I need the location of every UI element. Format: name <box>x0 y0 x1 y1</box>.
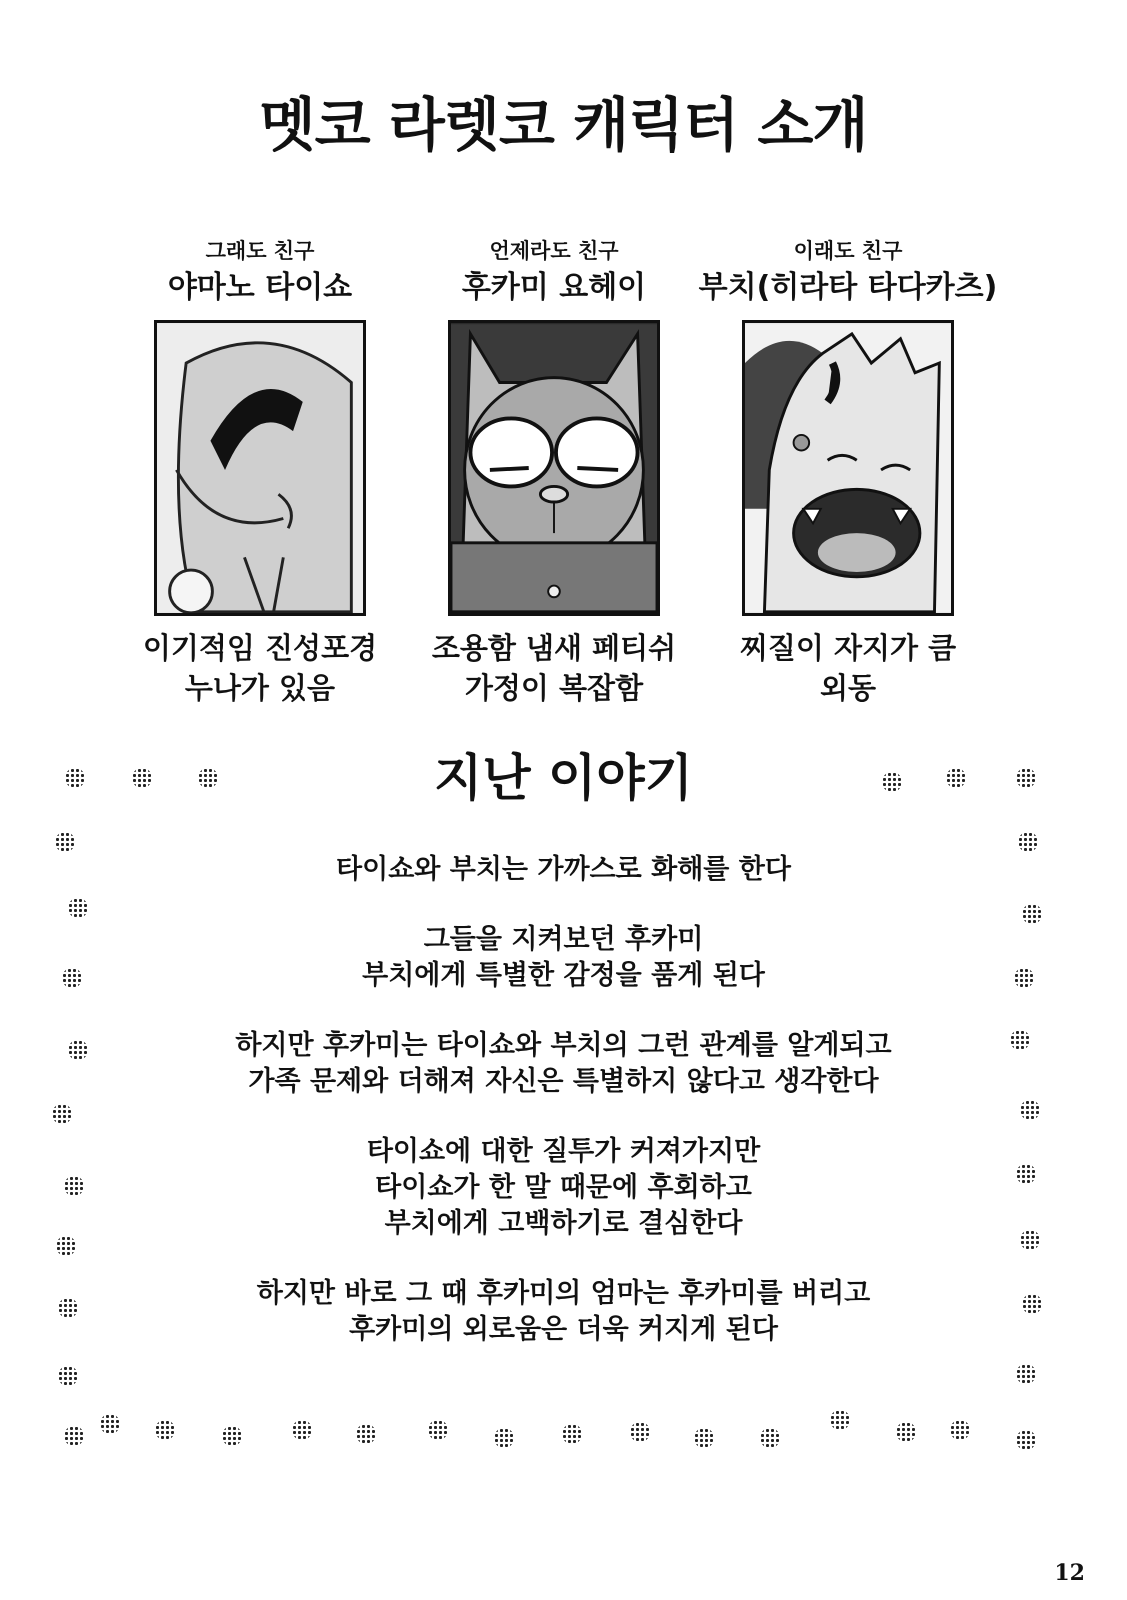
character-card-buchi <box>698 236 998 708</box>
character-desc-line: 외동 <box>819 671 877 705</box>
dotted-circle-decoration <box>830 1410 850 1430</box>
character-portrait-fukami <box>448 320 660 616</box>
character-portrait-buchi <box>742 320 954 616</box>
dotted-circle-decoration <box>1018 832 1038 852</box>
story-line: 타이쇼에 대한 질투가 커져가지만 <box>366 1136 761 1167</box>
story-line: 후카미의 외로움은 더욱 커지게 된다 <box>349 1314 778 1345</box>
dotted-circle-decoration <box>55 832 75 852</box>
story-summary <box>0 852 1127 1382</box>
page-title: 멧코 라렛코 캐릭터 소개 <box>259 91 868 159</box>
dotted-circle-decoration <box>64 1426 84 1446</box>
character-desc-line: 찌질이 자지가 큼 <box>739 631 957 665</box>
story-paragraph <box>0 1134 1127 1242</box>
dotted-circle-decoration <box>292 1420 312 1440</box>
dotted-circle-decoration <box>694 1428 714 1448</box>
story-line: 타이쇼와 부치는 가까스로 화해를 한다 <box>336 854 791 885</box>
character-desc-line: 가정이 복잡함 <box>464 671 644 705</box>
character-desc-line: 조용함 냄새 페티쉬 <box>431 631 677 665</box>
dotted-circle-decoration <box>155 1420 175 1440</box>
dotted-circle-decoration <box>100 1414 120 1434</box>
character-desc-line: 이기적임 진성포경 <box>142 631 378 665</box>
story-line: 그들을 지켜보던 후카미 <box>423 924 704 955</box>
character-role: 언제라도 친구 <box>489 239 619 263</box>
story-line: 부치에게 고백하기로 결심한다 <box>384 1208 743 1239</box>
story-line: 하지만 후카미는 타이쇼와 부치의 그런 관계를 알게되고 <box>235 1030 892 1061</box>
character-name: 후카미 요헤이 <box>461 270 647 305</box>
story-paragraph <box>0 922 1127 994</box>
character-name: 부치(히라타 타다카츠) <box>698 270 998 305</box>
dotted-circle-decoration <box>630 1422 650 1442</box>
story-line: 하지만 바로 그 때 후카미의 엄마는 후카미를 버리고 <box>256 1278 871 1309</box>
story-paragraph <box>0 1028 1127 1100</box>
dotted-circle-decoration <box>760 1428 780 1448</box>
portrait-illustration <box>745 323 951 613</box>
character-portrait-taisho <box>154 320 366 616</box>
story-paragraph <box>0 1276 1127 1348</box>
story-title: 지난 이야기 <box>434 749 693 807</box>
dotted-circle-decoration <box>494 1428 514 1448</box>
dotted-circle-decoration <box>1016 1430 1036 1450</box>
character-desc-line: 누나가 있음 <box>184 671 336 705</box>
page-number: 12 <box>1054 1560 1085 1586</box>
dotted-circle-decoration <box>950 1420 970 1440</box>
dotted-circle-decoration <box>428 1420 448 1440</box>
character-card-taisho <box>110 236 410 708</box>
dotted-circle-decoration <box>896 1422 916 1442</box>
portrait-illustration <box>157 323 363 613</box>
character-name: 야마노 타이쇼 <box>167 270 353 305</box>
character-card-fukami <box>404 236 704 708</box>
dotted-circle-decoration <box>562 1424 582 1444</box>
story-line: 타이쇼가 한 말 때문에 후회하고 <box>375 1172 752 1203</box>
story-paragraph <box>0 852 1127 888</box>
portrait-illustration <box>451 323 657 613</box>
character-role: 그래도 친구 <box>205 239 315 263</box>
character-role: 이래도 친구 <box>793 239 903 263</box>
story-line: 가족 문제와 더해져 자신은 특별하지 않다고 생각한다 <box>248 1066 879 1097</box>
dotted-circle-decoration <box>222 1426 242 1446</box>
story-line: 부치에게 특별한 감정을 품게 된다 <box>362 960 765 991</box>
dotted-circle-decoration <box>356 1424 376 1444</box>
